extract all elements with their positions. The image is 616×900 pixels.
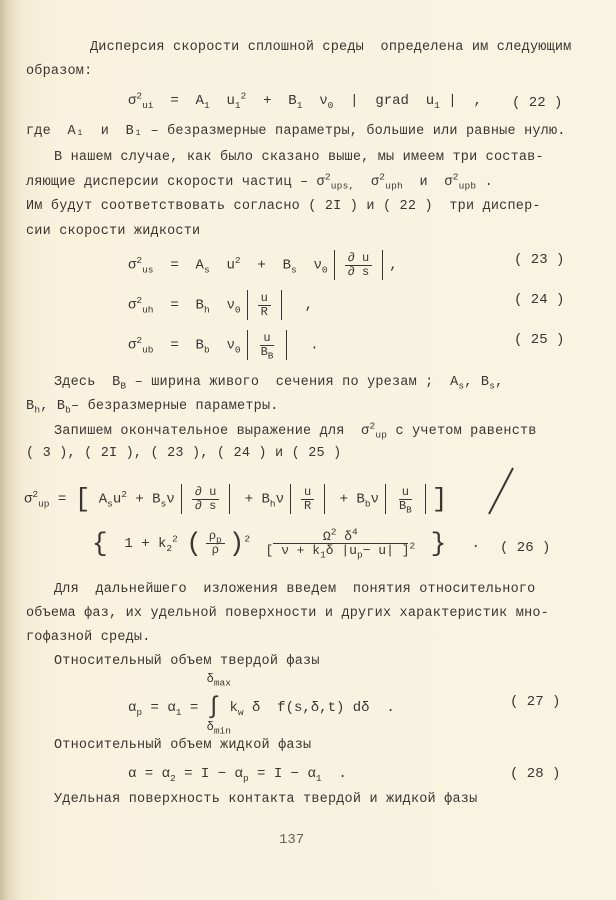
text-line: Запишем окончательное выражение для $\sigma^2_{up}$ с учетом равенств	[54, 420, 537, 441]
text-line: где A₁ и B₁ – безразмерные параметры, большие или равные нулю.	[26, 124, 566, 139]
text-line: $B_h$, $B_b-$ безразмерные параметры.	[26, 399, 279, 416]
equation-number: ( 23 )	[514, 252, 565, 268]
equation-26-numerator: $\sigma^2_{up}$ = [ $A_su^2 + B_s\nu$ $\frac{\partial u}{\partial s}$ + $B_h\nu$ $\frac{u}{R}$ + $B_b\nu$ $\frac{u}{B_B}$ ]	[24, 484, 448, 515]
equation-number: ( 22 )	[512, 95, 563, 111]
text-line: гофазной среды.	[26, 630, 151, 645]
equation-27: $\alpha_p = \alpha_1$ = ∫ $\delta_{max}$ $\delta_{min}$ $k_w$ δ f(s,δ,t) dδ .	[128, 672, 395, 737]
text-line: сии скорости жидкости	[26, 224, 201, 239]
text-line: Здесь $B_B$ – ширина живого сечения по урезам ; $A_s$, $B_s$,	[54, 375, 504, 392]
text-line: Относительный объем жидкой фазы	[54, 738, 312, 753]
equation-number: ( 26 )	[500, 540, 551, 556]
equation-22: $\sigma^2_{ui} = A_1$ $u_1^2 + B_1$ $\nu_0$ | grad $u_1$ | ,	[128, 90, 482, 111]
text-line: Относительный объем твердой фазы	[54, 654, 320, 669]
text-line: объема фаз, их удельной поверхности и других характеристик мно-	[26, 606, 549, 621]
text-line: Для дальнейшего изложения введем понятия относительного	[54, 582, 536, 597]
equation-26-denominator: { $1 + k_2^2$ ( $\frac{\rho_p}{\rho}$ )$^2$ $\frac{\Omega^2 \delta^4}{[ \nu + k_1\delta |u_p- u| ]^2}$ } .	[92, 526, 480, 561]
equation-number: ( 28 )	[510, 766, 561, 782]
text-line: образом:	[26, 64, 93, 79]
text-line: Дисперсия скорости сплошной среды определена им следующим	[90, 40, 572, 55]
text-line: ляющие дисперсии скорости частиц – $\sigma^2_{ups,}$ $\sigma^2_{uph}$ и $\sigma^2_{upb}$ .	[26, 171, 493, 192]
division-slash-icon	[487, 466, 517, 516]
equation-23: $\sigma^2_{us} = A_s$ $u^2 + B_s$ $\nu_0$ $\frac{\partial u}{\partial s}$ ,	[128, 250, 398, 279]
equation-24: $\sigma^2_{uh} = B_h$ $\nu_0$ $\frac{u}{R}$ ,	[128, 290, 313, 319]
text-line: Им будут соответствовать согласно ( 2I ) и ( 22 ) три диспер-	[26, 199, 541, 214]
equation-number: ( 24 )	[514, 292, 565, 308]
text-line: ( 3 ), ( 2I ), ( 23 ), ( 24 ) и ( 25 )	[26, 446, 342, 461]
page-number: 137	[279, 832, 305, 848]
equation-25: $\sigma^2_{ub} = B_b$ $\nu_0$ $\frac{u}{B_B}$ .	[128, 330, 319, 361]
text-line: Удельная поверхность контакта твердой и жидкой фазы	[54, 792, 478, 807]
equation-number: ( 27 )	[510, 694, 561, 710]
equation-number: ( 25 )	[514, 332, 565, 348]
text-line: В нашем случае, как было сказано выше, мы имеем три состав-	[54, 150, 544, 165]
equation-28: $\alpha = \alpha_2 = I - \alpha_p = I - \alpha_1$ .	[128, 766, 347, 784]
